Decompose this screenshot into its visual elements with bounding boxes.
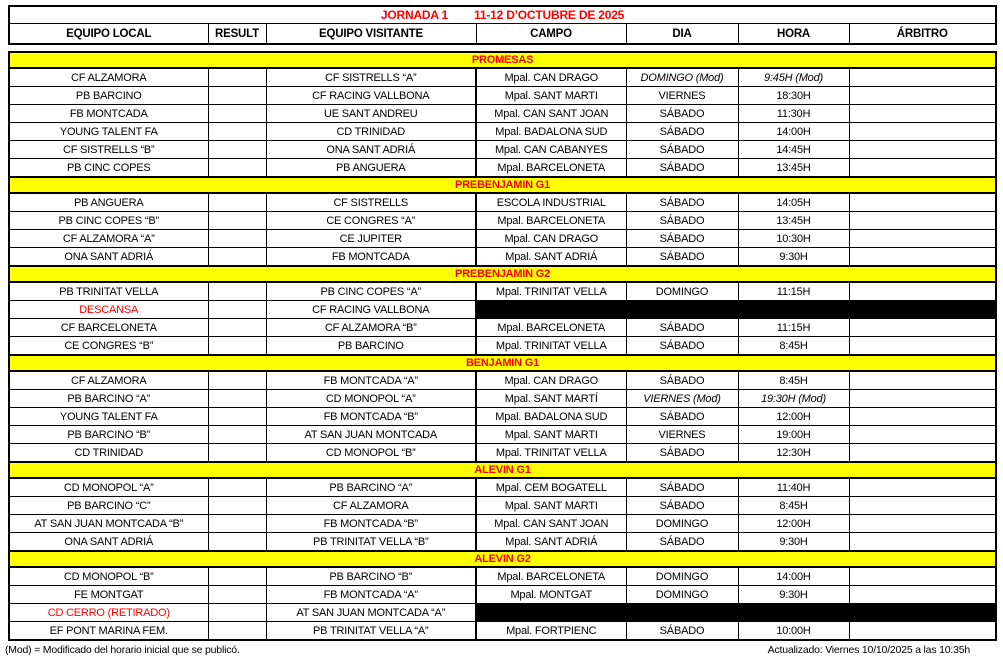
- cell-arbitro: [849, 319, 996, 337]
- table-row: [9, 248, 996, 267]
- section-band-row: [9, 266, 996, 282]
- cell-equipo-visitante: CE CONGRES “A”: [266, 212, 476, 230]
- cell-equipo-local: CF ALZAMORA: [9, 68, 208, 87]
- cell-equipo-local: PB CINC COPES: [9, 159, 208, 178]
- column-header-row: [9, 24, 996, 45]
- cell-equipo-local: DESCANSA: [9, 301, 208, 319]
- cell-campo: Mpal. BADALONA SUD: [476, 123, 626, 141]
- cell-arbitro: [849, 87, 996, 105]
- cell-equipo-visitante: CF SISTRELLS: [266, 193, 476, 212]
- cell-equipo-local: AT SAN JUAN MONTCADA “B”: [9, 515, 208, 533]
- table-row: [9, 567, 996, 586]
- cell-dia: SÁBADO: [626, 248, 738, 267]
- cell-equipo-local: CD MONOPOL “B”: [9, 567, 208, 586]
- cell-dia: SÁBADO: [626, 533, 738, 552]
- cell-result: [208, 193, 266, 212]
- cell-result: [208, 515, 266, 533]
- cell-result: [208, 282, 266, 301]
- cell-arbitro: [849, 282, 996, 301]
- cell-result: [208, 444, 266, 463]
- cell-result: [208, 478, 266, 497]
- cell-hora: 19:00H: [738, 426, 849, 444]
- cell-campo: Mpal. CAN SANT JOAN: [476, 105, 626, 123]
- cell-result: [208, 123, 266, 141]
- cell-campo: Mpal. FORTPIENC: [476, 622, 626, 641]
- cell-equipo-visitante: ONA SANT ADRIÁ: [266, 141, 476, 159]
- table-row: [9, 282, 996, 301]
- cell-equipo-local: CD CERRO (RETIRADO): [9, 604, 208, 622]
- cell-campo: Mpal. CAN SANT JOAN: [476, 515, 626, 533]
- cell-campo: Mpal. BADALONA SUD: [476, 408, 626, 426]
- section-band-row: [9, 355, 996, 371]
- cell-dia: SÁBADO: [626, 212, 738, 230]
- cell-dia: SÁBADO: [626, 337, 738, 356]
- cell-hora: 11:15H: [738, 319, 849, 337]
- cell-arbitro: [849, 515, 996, 533]
- section-band: BENJAMIN G1: [9, 355, 996, 371]
- cell-arbitro: [849, 123, 996, 141]
- column-header-hora: HORA: [738, 24, 849, 45]
- cell-equipo-visitante: CD TRINIDAD: [266, 123, 476, 141]
- cell-result: [208, 533, 266, 552]
- cell-equipo-local: FE MONTGAT: [9, 586, 208, 604]
- cell-hora: 8:45H: [738, 497, 849, 515]
- table-row: [9, 337, 996, 356]
- section-band: PREBENJAMIN G2: [9, 266, 996, 282]
- schedule-body: [9, 52, 996, 640]
- cell-dia: SÁBADO: [626, 408, 738, 426]
- footer-mod-note: (Mod) = Modificado del horario inicial que se publicó.: [5, 644, 240, 656]
- cell-result: [208, 212, 266, 230]
- cell-hora: 19:30H (Mod): [738, 390, 849, 408]
- cell-equipo-visitante: FB MONTCADA “B”: [266, 515, 476, 533]
- cell-hora: 13:45H: [738, 159, 849, 178]
- cell-equipo-visitante: CF SISTRELLS “A”: [266, 68, 476, 87]
- cell-campo: ESCOLA INDUSTRIAL: [476, 193, 626, 212]
- cell-equipo-visitante: PB CINC COPES “A”: [266, 282, 476, 301]
- cell-campo: Mpal. SANT MARTI: [476, 497, 626, 515]
- cell-arbitro: [849, 159, 996, 178]
- cell-hora: 11:15H: [738, 282, 849, 301]
- cell-hora: 9:45H (Mod): [738, 68, 849, 87]
- cell-dia: VIERNES (Mod): [626, 390, 738, 408]
- table-row: [9, 123, 996, 141]
- cell-equipo-visitante: UE SANT ANDREU: [266, 105, 476, 123]
- table-row: [9, 408, 996, 426]
- column-header-equipo-local: EQUIPO LOCAL: [9, 24, 208, 45]
- table-row: [9, 141, 996, 159]
- cell-arbitro: [849, 337, 996, 356]
- cell-result: [208, 604, 266, 622]
- section-band: ALEVIN G2: [9, 551, 996, 567]
- cell-arbitro: [849, 193, 996, 212]
- table-row: [9, 68, 996, 87]
- cell-dia: VIERNES: [626, 87, 738, 105]
- cell-campo: Mpal. TRINITAT VELLA: [476, 444, 626, 463]
- cell-dia: SÁBADO: [626, 141, 738, 159]
- cell-equipo-local: CF ALZAMORA: [9, 371, 208, 390]
- cell-result: [208, 319, 266, 337]
- cell-hora: 10:30H: [738, 230, 849, 248]
- cell-arbitro: [849, 105, 996, 123]
- cell-equipo-visitante: CF RACING VALLBONA: [266, 87, 476, 105]
- cell-arbitro: [849, 248, 996, 267]
- cell-arbitro: [849, 444, 996, 463]
- cell-dia: DOMINGO: [626, 515, 738, 533]
- cell-hora: 9:30H: [738, 248, 849, 267]
- cell-equipo-local: PB TRINITAT VELLA: [9, 282, 208, 301]
- cell-hora: 11:40H: [738, 478, 849, 497]
- cell-result: [208, 141, 266, 159]
- cell-arbitro: [849, 390, 996, 408]
- cell-equipo-visitante: PB BARCINO “B”: [266, 567, 476, 586]
- section-band-row: [9, 551, 996, 567]
- cell-result: [208, 622, 266, 641]
- cell-campo: Mpal. BARCELONETA: [476, 212, 626, 230]
- cell-equipo-visitante: PB ANGUERA: [266, 159, 476, 178]
- cell-equipo-visitante: FB MONTCADA: [266, 248, 476, 267]
- cell-campo: Mpal. CAN DRAGO: [476, 230, 626, 248]
- table-row: [9, 193, 996, 212]
- cell-equipo-local: ONA SANT ADRIÁ: [9, 533, 208, 552]
- jornada-date: 11-12 D’OCTUBRE DE 2025: [474, 8, 625, 22]
- column-header-arbitro: ÁRBITRO: [849, 24, 996, 45]
- title-row: [9, 6, 996, 24]
- cell-arbitro: [849, 230, 996, 248]
- cell-campo: Mpal. SANT ADRIÁ: [476, 248, 626, 267]
- table-row: [9, 390, 996, 408]
- cell-equipo-visitante: FB MONTCADA “A”: [266, 371, 476, 390]
- table-row: [9, 497, 996, 515]
- footer: [5, 641, 992, 656]
- table-row: [9, 87, 996, 105]
- cell-campo: Mpal. CAN DRAGO: [476, 371, 626, 390]
- table-row: [9, 586, 996, 604]
- cell-equipo-visitante: AT SAN JUAN MONTCADA: [266, 426, 476, 444]
- cell-hora: 8:45H: [738, 371, 849, 390]
- cell-result: [208, 248, 266, 267]
- section-band: ALEVIN G1: [9, 462, 996, 478]
- cell-equipo-local: YOUNG TALENT FA: [9, 408, 208, 426]
- header-table: [8, 5, 997, 45]
- cell-arbitro: [849, 478, 996, 497]
- table-row: [9, 105, 996, 123]
- cell-equipo-visitante: CF ALZAMORA: [266, 497, 476, 515]
- table-row: [9, 159, 996, 178]
- cell-arbitro: [849, 408, 996, 426]
- cell-equipo-visitante: CF RACING VALLBONA: [266, 301, 476, 319]
- cell-hora: 8:45H: [738, 337, 849, 356]
- cell-hora: 14:05H: [738, 193, 849, 212]
- column-header-equipo-visitante: EQUIPO VISITANTE: [266, 24, 476, 45]
- cell-equipo-local: CD MONOPOL “A”: [9, 478, 208, 497]
- cell-dia: SÁBADO: [626, 123, 738, 141]
- cell-campo: Mpal. CEM BOGATELL: [476, 478, 626, 497]
- cell-result: [208, 371, 266, 390]
- column-header-campo: CAMPO: [476, 24, 626, 45]
- cell-campo: Mpal. SANT ADRIÁ: [476, 533, 626, 552]
- cell-campo: Mpal. MONTGAT: [476, 586, 626, 604]
- cell-arbitro: [849, 567, 996, 586]
- cell-result: [208, 230, 266, 248]
- cell-result: [208, 390, 266, 408]
- cell-equipo-visitante: CD MONOPOL “A”: [266, 390, 476, 408]
- table-row: [9, 622, 996, 641]
- cell-dia: SÁBADO: [626, 622, 738, 641]
- cell-campo: Mpal. TRINITAT VELLA: [476, 337, 626, 356]
- cell-dia: DOMINGO (Mod): [626, 68, 738, 87]
- cell-equipo-visitante: PB BARCINO: [266, 337, 476, 356]
- cell-campo: Mpal. CAN DRAGO: [476, 68, 626, 87]
- footer-updated: Actualizado: Viernes 10/10/2025 a las 10:35h: [767, 644, 970, 656]
- section-band-row: [9, 52, 996, 68]
- cell-hora: 12:30H: [738, 444, 849, 463]
- cell-equipo-visitante: FB MONTCADA “A”: [266, 586, 476, 604]
- table-row: [9, 515, 996, 533]
- jornada-label: JORNADA 1: [380, 8, 449, 22]
- cell-equipo-visitante: CD MONOPOL “B”: [266, 444, 476, 463]
- cell-campo: Mpal. CAN CABANYES: [476, 141, 626, 159]
- cell-campo: Mpal. TRINITAT VELLA: [476, 282, 626, 301]
- cell-hora: 14:00H: [738, 123, 849, 141]
- cell-result: [208, 105, 266, 123]
- cell-arbitro: [849, 533, 996, 552]
- cell-dia: SÁBADO: [626, 444, 738, 463]
- cell-equipo-visitante: PB BARCINO “A”: [266, 478, 476, 497]
- cell-campo: Mpal. SANT MARTI: [476, 87, 626, 105]
- cell-hora: 13:45H: [738, 212, 849, 230]
- cell-campo: Mpal. BARCELONETA: [476, 567, 626, 586]
- cell-equipo-local: CF ALZAMORA “A”: [9, 230, 208, 248]
- cell-equipo-visitante: PB TRINITAT VELLA “A”: [266, 622, 476, 641]
- cell-equipo-local: YOUNG TALENT FA: [9, 123, 208, 141]
- cell-result: [208, 68, 266, 87]
- cell-equipo-local: CE CONGRES “B”: [9, 337, 208, 356]
- cell-dia: SÁBADO: [626, 159, 738, 178]
- cell-equipo-visitante: CE JUPITER: [266, 230, 476, 248]
- cell-result: [208, 87, 266, 105]
- cell-result: [208, 567, 266, 586]
- cell-equipo-local: CF SISTRELLS “B”: [9, 141, 208, 159]
- cell-arbitro: [849, 497, 996, 515]
- cell-equipo-visitante: PB TRINITAT VELLA “B”: [266, 533, 476, 552]
- cell-equipo-local: PB BARCINO “B”: [9, 426, 208, 444]
- cell-equipo-local: PB CINC COPES “B”: [9, 212, 208, 230]
- cell-arbitro: [849, 371, 996, 390]
- page-title: [9, 6, 996, 24]
- cell-equipo-local: PB ANGUERA: [9, 193, 208, 212]
- cell-equipo-local: ONA SANT ADRIÁ: [9, 248, 208, 267]
- cell-arbitro: [849, 141, 996, 159]
- cell-equipo-local: PB BARCINO: [9, 87, 208, 105]
- cell-campo: Mpal. BARCELONETA: [476, 319, 626, 337]
- cell-hora: 11:30H: [738, 105, 849, 123]
- cell-dia: SÁBADO: [626, 105, 738, 123]
- table-row: [9, 319, 996, 337]
- cell-equipo-local: CD TRINIDAD: [9, 444, 208, 463]
- table-row: [9, 212, 996, 230]
- table-row: [9, 371, 996, 390]
- cell-dia: DOMINGO: [626, 282, 738, 301]
- cell-campo: Mpal. SANT MARTÍ: [476, 390, 626, 408]
- schedule-table: [8, 51, 997, 641]
- table-row: [9, 604, 996, 622]
- cell-blackout: [476, 301, 996, 319]
- table-row: [9, 478, 996, 497]
- table-row: [9, 444, 996, 463]
- table-row: [9, 230, 996, 248]
- cell-hora: 9:30H: [738, 586, 849, 604]
- cell-dia: SÁBADO: [626, 371, 738, 390]
- cell-hora: 18:30H: [738, 87, 849, 105]
- cell-result: [208, 497, 266, 515]
- section-band-row: [9, 177, 996, 193]
- section-band: PROMESAS: [9, 52, 996, 68]
- cell-hora: 10:00H: [738, 622, 849, 641]
- cell-arbitro: [849, 68, 996, 87]
- cell-equipo-local: EF PONT MARINA FEM.: [9, 622, 208, 641]
- column-header-dia: DIA: [626, 24, 738, 45]
- cell-dia: SÁBADO: [626, 497, 738, 515]
- cell-blackout: [476, 604, 996, 622]
- table-row: [9, 533, 996, 552]
- cell-result: [208, 586, 266, 604]
- column-header-result: RESULT: [208, 24, 266, 45]
- cell-dia: SÁBADO: [626, 230, 738, 248]
- cell-dia: SÁBADO: [626, 193, 738, 212]
- table-row: [9, 426, 996, 444]
- cell-arbitro: [849, 622, 996, 641]
- cell-hora: 9:30H: [738, 533, 849, 552]
- cell-hora: 12:00H: [738, 515, 849, 533]
- cell-hora: 12:00H: [738, 408, 849, 426]
- cell-equipo-visitante: CF ALZAMORA “B”: [266, 319, 476, 337]
- cell-arbitro: [849, 212, 996, 230]
- cell-dia: DOMINGO: [626, 567, 738, 586]
- cell-campo: Mpal. SANT MARTI: [476, 426, 626, 444]
- cell-dia: VIERNES: [626, 426, 738, 444]
- cell-hora: 14:00H: [738, 567, 849, 586]
- cell-result: [208, 337, 266, 356]
- cell-equipo-local: PB BARCINO “A”: [9, 390, 208, 408]
- section-band-row: [9, 462, 996, 478]
- cell-equipo-visitante: FB MONTCADA “B”: [266, 408, 476, 426]
- cell-dia: SÁBADO: [626, 478, 738, 497]
- cell-dia: SÁBADO: [626, 319, 738, 337]
- cell-arbitro: [849, 426, 996, 444]
- cell-campo: Mpal. BARCELONETA: [476, 159, 626, 178]
- cell-equipo-local: PB BARCINO “C”: [9, 497, 208, 515]
- table-row: [9, 301, 996, 319]
- cell-arbitro: [849, 586, 996, 604]
- cell-equipo-visitante: AT SAN JUAN MONTCADA “A”: [266, 604, 476, 622]
- section-band: PREBENJAMIN G1: [9, 177, 996, 193]
- cell-result: [208, 408, 266, 426]
- cell-result: [208, 159, 266, 178]
- cell-dia: DOMINGO: [626, 586, 738, 604]
- cell-result: [208, 301, 266, 319]
- cell-equipo-local: FB MONTCADA: [9, 105, 208, 123]
- cell-equipo-local: CF BARCELONETA: [9, 319, 208, 337]
- cell-result: [208, 426, 266, 444]
- cell-hora: 14:45H: [738, 141, 849, 159]
